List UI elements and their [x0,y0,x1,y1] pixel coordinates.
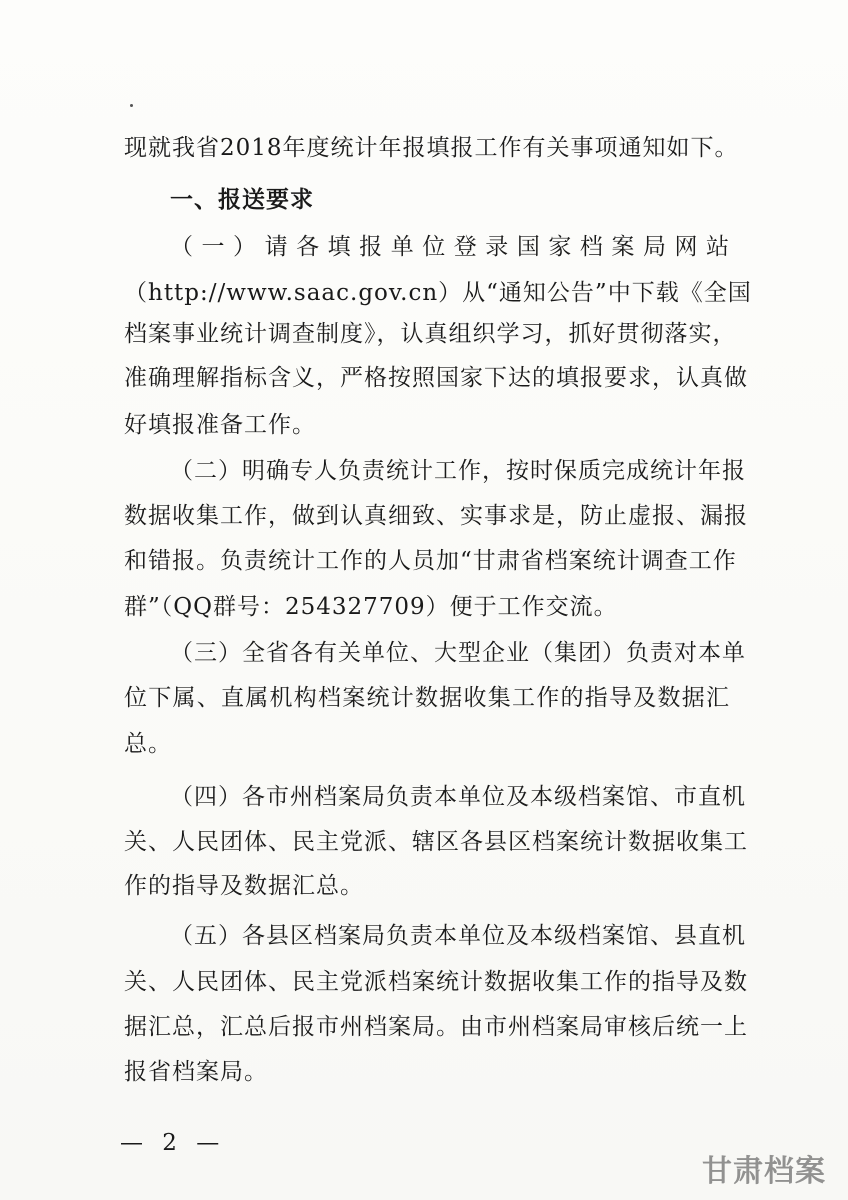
item-3-line-3: 总。 [124,731,172,757]
item-5-line-2: 关、人民团体、民主党派档案统计数据收集工作的指导及数 [124,969,748,995]
item-2-line-4: 群”（QQ群号：254327709）便于工作交流。 [124,594,618,620]
item-3-line-1: （三）全省各有关单位、大型企业（集团）负责对本单 [170,640,746,666]
item-1-line-2: （http://www.saac.gov.cn）从“通知公告”中下载《全国 [124,280,752,306]
item-4-line-2: 关、人民团体、民主党派、辖区各县区档案统计数据收集工 [124,829,748,855]
item-3-line-2: 位下属、直属机构档案统计数据收集工作的指导及数据汇 [124,685,730,711]
item-1-line-5: 好填报准备工作。 [124,412,316,438]
page-number: — 2 — [120,1130,226,1156]
watermark-logo: 甘肃档案 [702,1154,826,1189]
item-4-line-1: （四）各市州档案局负责本单位及本级档案馆、市直机 [170,784,746,810]
section-heading: 一、报送要求 [170,187,314,213]
item-2-line-2: 数据收集工作，做到认真细致、实事求是，防止虚报、漏报 [124,503,748,529]
item-1-line-4: 准确理解指标含义，严格按照国家下达的填报要求，认真做 [124,365,748,391]
item-2-line-3: 和错报。负责统计工作的人员加“甘肃省档案统计调查工作 [124,548,737,574]
item-5-line-3: 据汇总，汇总后报市州档案局。由市州档案局审核后统一上 [124,1014,748,1040]
item-2-line-1: （二）明确专人负责统计工作，按时保质完成统计年报 [170,458,746,484]
item-4-line-3: 作的指导及数据汇总。 [124,873,364,899]
scan-speck [130,104,133,107]
item-5-line-4: 报省档案局。 [124,1059,268,1085]
intro-line: 现就我省2018年度统计年报填报工作有关事项通知如下。 [124,135,739,161]
item-5-line-1: （五）各县区档案局负责本单位及本级档案馆、县直机 [170,923,746,949]
item-1-line-3: 档案事业统计调查制度》，认真组织学习，抓好贯彻落实， [124,321,737,347]
item-1-line-1: （一）请各填报单位登录国家档案局网站 [170,234,730,260]
